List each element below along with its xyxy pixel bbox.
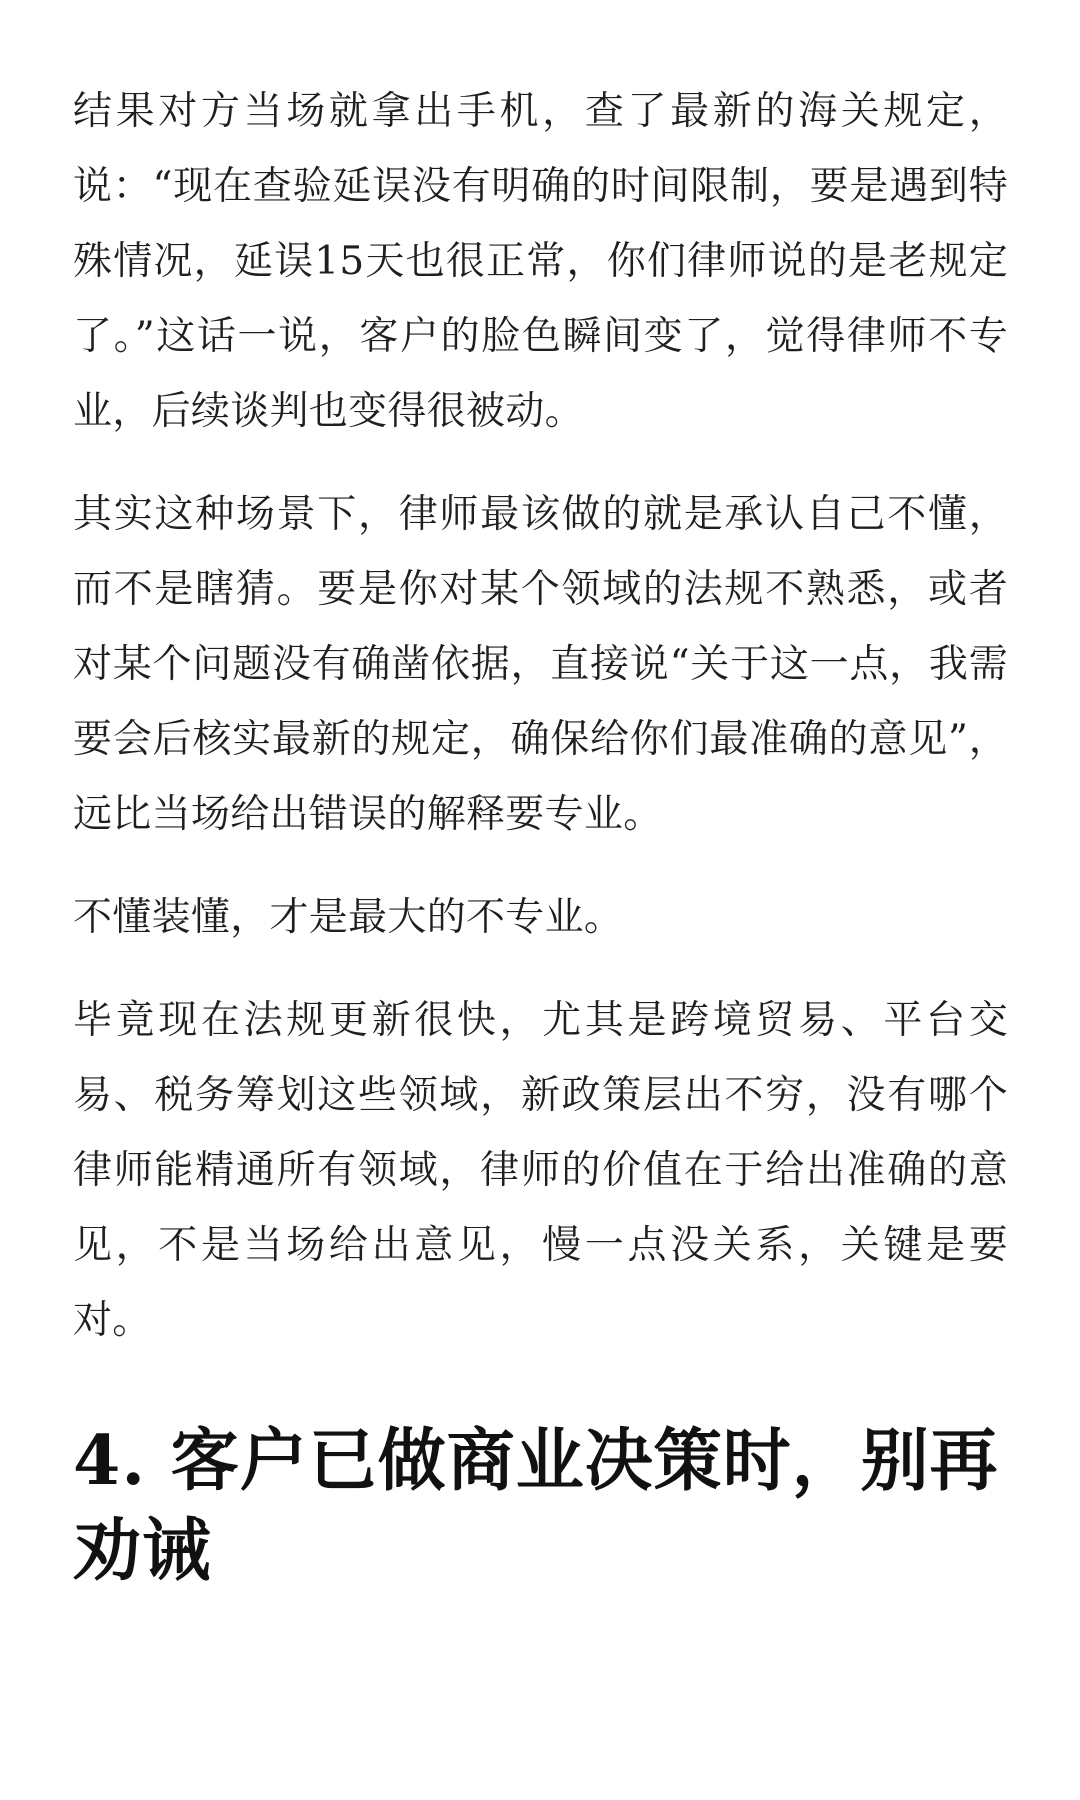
section-heading: 4. 客户已做商业决策时，别再劝诫 <box>73 1421 999 1591</box>
paragraph-customs-story: 结果对方当场就拿出手机，查了最新的海关规定，说：“现在查验延误没有明确的时间限制，要是遇到特殊情况，延误15天也很正常，你们律师说的是老规定了。”这话一说，客户的脸色瞬间变了，觉得律师不专业，后续谈判也变得很被动。 <box>73 89 1008 434</box>
paragraph-admit-not-knowing: 其实这种场景下，律师最该做的就是承认自己不懂，而不是瞎猜。要是你对某个领域的法规不熟悉，或者对某个问题没有确凿依据，直接说“关于这一点，我需要会后核实最新的规定，确保给你们最准确的意见”，远比当场给出错误的解释要专业。 <box>73 492 1008 837</box>
paragraph-pretending-unprofessional: 不懂装懂，才是最大的不专业。 <box>73 895 624 940</box>
paragraph-regulations-change: 毕竟现在法规更新很快，尤其是跨境贸易、平台交易、税务筹划这些领域，新政策层出不穷，没有哪个律师能精通所有领域，律师的价值在于给出准确的意见，不是当场给出意见，慢一点没关系，关键是要对。 <box>73 998 1008 1343</box>
